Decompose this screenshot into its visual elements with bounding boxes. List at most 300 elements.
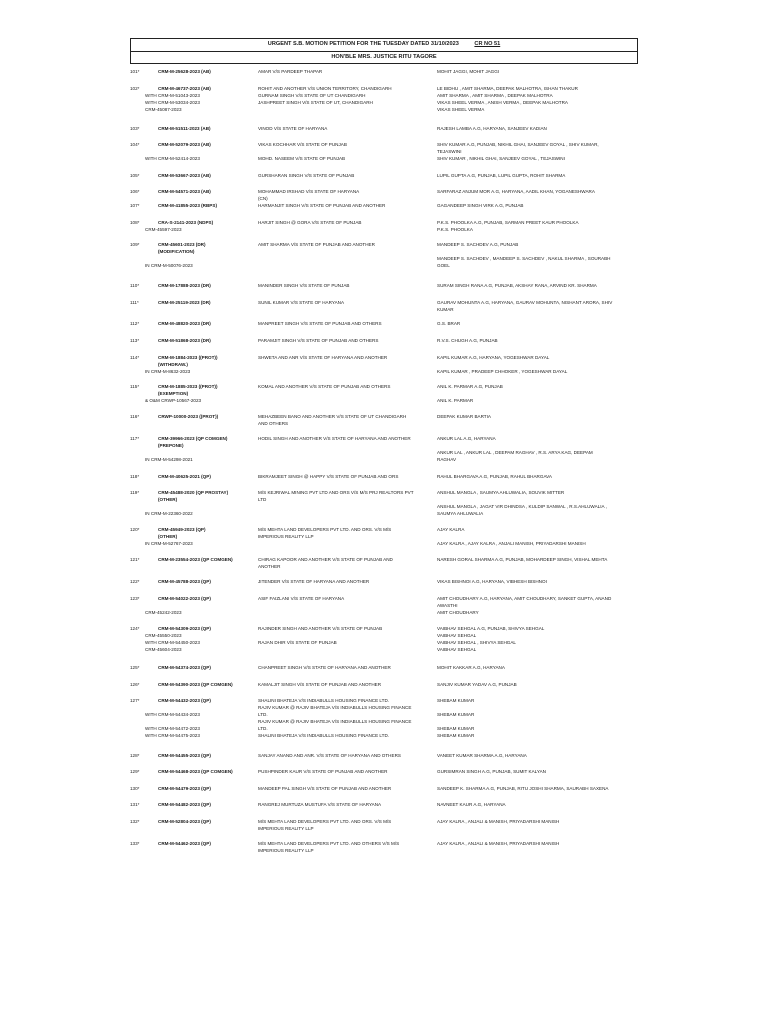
connected-case: IN CRM-M-50076-2023 [145, 263, 193, 268]
case-entry [0, 282, 768, 289]
advocates: AJAY KALRA , ANJALI & MANISH, PRIYADARSHI MANISH [437, 841, 560, 846]
case-line [0, 785, 768, 792]
party-names: IMPERIOUS REALITY LLP [258, 826, 314, 831]
case-number: CRM-M-23554-2023 (QP COMGEN) [158, 557, 233, 562]
case-line [0, 337, 768, 344]
advocates: SHIV KUMAR A.G, PUNJAB, NIKHIL GHAI, SANJEEV GOYAL , SHIV KUMAR, [437, 142, 599, 147]
party-names: M/S MEHTA LAND DEVELOPERS PVT LTD. AND ORS. V/S M/S [258, 527, 392, 532]
case-line [0, 195, 768, 202]
serial-number: 118* [130, 474, 140, 479]
case-number: CRM-45601-2023 (DR) [158, 242, 206, 247]
case-line [0, 241, 768, 248]
party-names: SANJAY ANAND AND ANR. V/S STATE OF HARYANA AND OTHERS [258, 753, 401, 758]
party-names: MOHD. NASEEM V/S STATE OF PUNJAB [258, 156, 346, 161]
connected-case: IN CRM-M-8632-2023 [145, 369, 191, 374]
serial-number: 123* [130, 596, 140, 601]
case-line [0, 456, 768, 463]
party-names: RAJIV KUMAR @ RAJIV BHATEJA V/S INDIABULLS HOUSING FINANCE [258, 705, 412, 710]
case-number: CRM-M-17888-2023 (DR) [158, 283, 211, 288]
case-line [0, 85, 768, 92]
serial-number: 127* [130, 698, 140, 703]
advocates: MOHIT KAKKAR A.G, HARYANA [437, 665, 505, 670]
party-names: (CN) [258, 196, 268, 201]
connected-case: CRM-45087-2023 [145, 107, 182, 112]
advocates: ANSHUL MANGLA , SAUMYA AHLUWALIA, SOUVIK MITTER [437, 490, 565, 495]
case-number: CRM-M-54482-2023 (QP) [158, 802, 211, 807]
case-entry [0, 768, 768, 775]
case-line [0, 361, 768, 368]
advocates: GOEL [437, 263, 450, 268]
case-line [0, 801, 768, 808]
serial-number: 103* [130, 126, 140, 131]
advocates: P.K.S. PHOOLKA [437, 227, 473, 232]
connected-case: CRM-45604-2023 [145, 647, 182, 652]
case-number: CRM-M-48820-2023 (DR) [158, 321, 211, 326]
advocates: GAURAV MOHUNTA A.G, HARYANA, GAURAV MOHUNTA, NISHANT ARORA, SHIV [437, 300, 613, 305]
case-entry [0, 141, 768, 162]
advocates: VAIBHAV SEHGAL [437, 633, 477, 638]
party-names: RAJIV KUMAR @ RAJIV BHATEJA V/S INDIABULLS HOUSING FINANCE [258, 719, 412, 724]
party-names: AMAR V/S PARDEEP THAPAR [258, 69, 323, 74]
case-number: CRM-39966-2023 (QP COMGEN) [158, 436, 228, 441]
case-line [0, 262, 768, 269]
advocates: VANEET KUMAR SHARMA A.G, HARYANA [437, 753, 527, 758]
case-entry [0, 681, 768, 688]
party-names: ROHIT AND ANOTHER V/S UNION TERRITORY, CHANDIGARH [258, 86, 392, 91]
serial-number: 130* [130, 786, 140, 791]
advocates: ANKUR LAL , ANKUR LAL , DEEPAM RAGHAV , R.S. ARYA KAG, DEEPAM [437, 450, 593, 455]
list-header-box [130, 38, 638, 64]
case-line [0, 639, 768, 646]
serial-number: 129* [130, 769, 140, 774]
serial-number: 119* [130, 490, 140, 495]
case-number: CRM-M-54462-2023 (QP) [158, 841, 211, 846]
case-number: CRM-M-52079-2023 (AB) [158, 142, 211, 147]
serial-number: 102* [130, 86, 140, 91]
advocates: LUPIL GUPTA A.G, PUNJAB, LUPIL GUPTA, ROHIT SHARMA [437, 173, 566, 178]
case-number: CRM-M-46737-2023 (AB) [158, 86, 211, 91]
case-line [0, 125, 768, 132]
case-line [0, 248, 768, 255]
advocates: RAGHAV [437, 457, 457, 462]
case-number: CRM-M-25628-2023 (AB) [158, 69, 211, 74]
advocates: VIKAS SHEEL VERMA , ANISH VERMA , DEEPAK MALHOTRA [437, 100, 568, 105]
advocates: AMIT SHARMA , AMIT SHARMA , DEEPAK MALHOTRA [437, 93, 553, 98]
connected-case: IN CRM-M-22360-2022 [145, 511, 193, 516]
advocates: G.S. BRAR [437, 321, 461, 326]
serial-number: 115* [130, 384, 140, 389]
case-line [0, 354, 768, 361]
list-title-line [131, 41, 637, 47]
case-line [0, 840, 768, 847]
case-line [0, 141, 768, 148]
case-line [0, 711, 768, 718]
advocates: SHEBAM KUMAR [437, 712, 475, 717]
serial-number: 114* [130, 355, 140, 360]
party-names: RAJAN DHIR V/S STATE OF PUNJAB [258, 640, 337, 645]
advocates: NAVNEET KAUR A.G, HARYANA [437, 802, 506, 807]
case-entry [0, 489, 768, 517]
case-line [0, 752, 768, 759]
case-entry [0, 219, 768, 233]
advocates: ANSHUL MANGLA , JAGAT VIR DHINDSA , KULDIP SANWAL , R.S.AHLUWALIA , [437, 504, 607, 509]
advocates: TEJASWINI [437, 149, 462, 154]
party-names: ANOTHER [258, 564, 281, 569]
list-title: URGENT S.B. MOTION PETITION FOR THE TUESDAY DATED 31/10/2023 [267, 41, 459, 47]
serial-number: 106* [130, 189, 140, 194]
case-number: CRWP-10000-2023 ((PROT)) [158, 414, 219, 419]
advocates: VAIBHAV SEHGAL , SHIVYA SEHGAL [437, 640, 516, 645]
case-line [0, 282, 768, 289]
advocates: SHEBAM KUMAR [437, 733, 475, 738]
case-line [0, 68, 768, 75]
case-entry [0, 68, 768, 75]
party-names: HARMANJIT SINGH V/S STATE OF PUNJAB AND ANOTHER [258, 203, 386, 208]
case-number: CRM-M-1885-2023 ((PROT)) [158, 384, 218, 389]
serial-number: 113* [130, 338, 140, 343]
party-names: VINOD V/S STATE OF HARYANA [258, 126, 328, 131]
case-entry [0, 625, 768, 653]
case-line [0, 383, 768, 390]
advocates: VAIBHAV SEHGAL [437, 647, 477, 652]
case-number: CRM-M-54468-2023 (QP COMGEN) [158, 769, 233, 774]
advocates: DEEPAK KUMAR BARTIA [437, 414, 491, 419]
party-names: RAJINDER SINGH AND ANOTHER V/S STATE OF PUNJAB [258, 626, 383, 631]
advocates: ANIL K. PARMAR A.G, PUNJAB [437, 384, 503, 389]
party-names: SHALINI BHATEJA V/S INDIABULLS HOUSING FINANCE LTD. [258, 733, 390, 738]
case-line [0, 847, 768, 854]
connected-case: WITH CRM-M-54475-2023 [145, 733, 200, 738]
case-line [0, 602, 768, 609]
serial-number: 116* [130, 414, 140, 419]
case-number: CRM-M-45788-2023 (QP) [158, 579, 211, 584]
case-line [0, 489, 768, 496]
serial-number: 110* [130, 283, 140, 288]
header-divider [131, 51, 637, 52]
case-category: (MODIFICATION) [158, 249, 195, 254]
court-number: CR NO 51 [474, 41, 501, 47]
case-line [0, 435, 768, 442]
advocates: AWASTHI [437, 603, 458, 608]
judge-name: HON'BLE MRS. JUSTICE RITU TAGORE [331, 54, 437, 60]
party-names: MANINDER SINGH V/S STATE OF PUNJAB [258, 283, 350, 288]
case-line [0, 368, 768, 375]
case-line [0, 681, 768, 688]
case-line [0, 148, 768, 155]
case-line [0, 725, 768, 732]
party-names: KOMAL AND ANOTHER V/S STATE OF PUNJAB AND OTHERS [258, 384, 391, 389]
connected-case: WITH CRM-M-51043-2023 [145, 93, 200, 98]
party-names: CHIRAG KAPOOR AND ANOTHER V/S STATE OF PUNJAB AND [258, 557, 393, 562]
serial-number: 105* [130, 173, 140, 178]
case-category: (PREPONE) [158, 443, 184, 448]
connected-case: CRM-45597-2023 [145, 227, 182, 232]
party-names: JITENDER V/S STATE OF HARYANA AND ANOTHER [258, 579, 370, 584]
serial-number: 124* [130, 626, 140, 631]
case-line [0, 255, 768, 262]
serial-number: 125* [130, 665, 140, 670]
advocates: R.V.S. CHUGH A.G, PUNJAB [437, 338, 498, 343]
advocates: KUMAR [437, 307, 454, 312]
connected-case: WITH CRM-M-52414-2023 [145, 156, 200, 161]
party-names: M/S KEJRIWAL MINING PVT LTD AND ORS V/S M/S PRJ REALTORS PVT [258, 490, 414, 495]
case-line [0, 718, 768, 725]
case-line [0, 697, 768, 704]
advocates: GAGANDEEP SINGH VIRK A.G, PUNJAB [437, 203, 524, 208]
connected-case: WITH CRM-M-54472-2023 [145, 726, 200, 731]
advocates: LE BIDHU , AMIT SHARMA, DEEPAK MALHOTRA, ISHAN THAKUR [437, 86, 578, 91]
advocates: SARFARAZ ANJUM MOR A.G, HARYANA, AADIL KHAN, YOGANESHWARA [437, 189, 595, 194]
advocates: RAHUL BHARGAVA A.G, PUNJAB, RAHUL BHARGAVA [437, 474, 552, 479]
case-number: CRM-M-54479-2023 (QP) [158, 786, 211, 791]
serial-number: 121* [130, 557, 140, 562]
party-names: GURNAM SINGH V/S STATE OF UT CHANDIGARH [258, 93, 366, 98]
case-line [0, 825, 768, 832]
case-entry [0, 556, 768, 570]
case-line [0, 625, 768, 632]
case-number: CRM-M-53667-2023 (AB) [158, 173, 211, 178]
party-names: HARJIT SINGH @ GORA V/S STATE OF PUNJAB [258, 220, 362, 225]
case-line [0, 473, 768, 480]
case-entry [0, 172, 768, 179]
party-names: HODIL SINGH AND ANOTHER V/S STATE OF HARYANA AND ANOTHER [258, 436, 411, 441]
case-number: CRM-M-40625-2021 (QP) [158, 474, 211, 479]
advocates: P.K.S. PHOOLKA A.G, PUNJAB, SARMAN PREET KAUR PHOOLKA [437, 220, 579, 225]
connected-case: & O&M CRWP-10567-2023 [145, 398, 202, 403]
case-line [0, 533, 768, 540]
case-number: CRM-M-54432-2023 (QP) [158, 698, 211, 703]
party-names: LTD [258, 497, 267, 502]
case-entry [0, 337, 768, 344]
case-category: (EXEMPTION) [158, 391, 189, 396]
case-line [0, 202, 768, 209]
case-number: CRM-M-52804-2023 (QP) [158, 819, 211, 824]
serial-number: 108* [130, 220, 140, 225]
party-names: MEHAZBEEN BANO AND ANOTHER V/S STATE OF UT CHANDIGARH [258, 414, 407, 419]
advocates: SHEBAM KUMAR [437, 698, 475, 703]
advocates: SANJIV KUMAR YADAV A.G, PUNJAB [437, 682, 517, 687]
serial-number: 131* [130, 802, 140, 807]
case-number: CRM-M-54022-2023 (QP) [158, 596, 211, 601]
party-names: PARAMJIT SINGH V/S STATE OF PUNJAB AND OTHERS [258, 338, 379, 343]
case-entry [0, 413, 768, 427]
serial-number: 117* [130, 436, 140, 441]
advocates: VAIBHAV SEHGAL A.G, PUNJAB, SHIVYA SEHGAL [437, 626, 545, 631]
party-names: CHANPREET SINGH V/S STATE OF HARYANA AND ANOTHER [258, 665, 391, 670]
serial-number: 120* [130, 527, 140, 532]
case-line [0, 92, 768, 99]
advocates: AJAY KALRA , ANJALI & MANISH, PRIYADARSHI MANISH [437, 819, 560, 824]
case-line [0, 768, 768, 775]
party-names: IMPERIOUS REALITY LLP [258, 848, 314, 853]
case-entry [0, 202, 768, 209]
advocates: AJAY KALRA [437, 527, 465, 532]
advocates: SAUMYA AHLUWALIA [437, 511, 484, 516]
party-names: M/S MEHTA LAND DEVELOPERS PVT LTD. AND ORS. V/S M/S [258, 819, 392, 824]
advocates: NARESH GORAL SHARMA A.G, PUNJAB, MOHARDEEP SINGH, VISHAL MEHTA [437, 557, 608, 562]
advocates: AJAY KALRA , AJAY KALRA , ANJALI MANISH, PRIYADARSHI MANISH [437, 541, 586, 546]
advocates: SANDEEP K. SHARMA A.G, PUNJAB, RITU JOSHI SHARMA, SAURABH SAXENA [437, 786, 609, 791]
case-line [0, 413, 768, 420]
party-names: MOHAMMAD IRSHAD V/S STATE OF HARYANA [258, 189, 360, 194]
case-line [0, 818, 768, 825]
serial-number: 107* [130, 203, 140, 208]
party-names: JASHPREET SINGH V/S STATE OF UT, CHANDIGARH [258, 100, 373, 105]
case-line [0, 595, 768, 602]
case-entry [0, 473, 768, 480]
party-names: PUSHPINDER KAUR V/S STATE OF PUNJAB AND ANOTHER [258, 769, 388, 774]
case-line [0, 442, 768, 449]
advocates: AMIT CHOUDHARY [437, 610, 479, 615]
case-line [0, 646, 768, 653]
connected-case: IN CRM-M-52767-2023 [145, 541, 193, 546]
advocates: RAJESH LAMBA A.G, HARYANA, SANJEEV KADIAN [437, 126, 547, 131]
case-category: (OTHER) [158, 497, 178, 502]
case-entry [0, 383, 768, 404]
case-entry [0, 241, 768, 269]
connected-case: CRM-45550-2023 [145, 633, 182, 638]
case-line [0, 306, 768, 313]
party-names: RANGREJ MURTUZA MUSTUFA V/S STATE OF HARYANA [258, 802, 382, 807]
serial-number: 104* [130, 142, 140, 147]
case-number: CRM-M-51868-2023 (DR) [158, 338, 211, 343]
case-line [0, 609, 768, 616]
advocates: KAPIL KUMAR , PRADEEP CHHOKER , YOGESHWAR DAYAL [437, 369, 568, 374]
party-names: IMPERIOUS REALITY LLP [258, 534, 314, 539]
case-line [0, 420, 768, 427]
case-number: CRM-45949-2023 (QP) [158, 527, 206, 532]
advocates: SURAM SINGH RANA A.G, PUNJAB, AKSHAY RANA, ARVIND KR. SHARMA [437, 283, 597, 288]
advocates: ANKUR LAL A.G, HARYANA [437, 436, 496, 441]
case-entry [0, 354, 768, 375]
case-category: (WITHDRAW.) [158, 362, 188, 367]
case-entry [0, 125, 768, 132]
party-names: LTD. [258, 712, 268, 717]
case-entry [0, 320, 768, 327]
party-names: MANPREET SINGH V/S STATE OF PUNJAB AND OTHERS [258, 321, 382, 326]
party-names: AMIT SHARMA V/S STATE OF PUNJAB AND ANOTHER [258, 242, 375, 247]
case-entry [0, 299, 768, 313]
case-number: CRM-45488-2020 (QP PROSTAY) [158, 490, 229, 495]
case-entry [0, 697, 768, 739]
serial-number: 112* [130, 321, 140, 326]
advocates: GURSIMRAN SINGH A.G, PUNJAB, SUMIT KALYAN [437, 769, 546, 774]
party-names: SUNIL KUMAR V/S STATE OF HARYANA [258, 300, 345, 305]
case-number: CRM-M-41855-2023 (RBPS) [158, 203, 217, 208]
case-line [0, 172, 768, 179]
case-line [0, 563, 768, 570]
connected-case: CRM-45242-2023 [145, 610, 182, 615]
serial-number: 133* [130, 841, 140, 846]
case-number: CRM-M-54374-2023 (QP) [158, 665, 211, 670]
case-line [0, 188, 768, 195]
case-line [0, 503, 768, 510]
case-entry [0, 664, 768, 671]
party-names: SHALINI BHATEJA V/S INDIABULLS HOUSING FINANCE LTD. [258, 698, 390, 703]
party-names: VIKAS KOCHHAR V/S STATE OF PUNJAB [258, 142, 347, 147]
case-line [0, 320, 768, 327]
advocates: MANDEEP S. SACHDEV A.G, PUNJAB [437, 242, 519, 247]
case-line [0, 510, 768, 517]
case-number: CRM-M-54455-2023 (QP) [158, 753, 211, 758]
serial-number: 111* [130, 300, 139, 305]
case-line [0, 226, 768, 233]
case-line [0, 449, 768, 456]
connected-case: WITH CRM-M-54434-2023 [145, 712, 200, 717]
case-line [0, 397, 768, 404]
case-line [0, 496, 768, 503]
serial-number: 109* [130, 242, 140, 247]
case-entry [0, 785, 768, 792]
case-entry [0, 188, 768, 202]
case-line [0, 526, 768, 533]
case-entry [0, 526, 768, 547]
case-entry [0, 818, 768, 832]
case-line [0, 632, 768, 639]
case-entry [0, 752, 768, 759]
case-number: CRM-M-54571-2023 (AB) [158, 189, 211, 194]
advocates: ANIL K. PARMAR [437, 398, 474, 403]
case-line [0, 390, 768, 397]
case-entry [0, 801, 768, 808]
case-line [0, 664, 768, 671]
serial-number: 122* [130, 579, 140, 584]
case-number: CRM-M-1884-2023 ((PROT)) [158, 355, 218, 360]
case-line [0, 578, 768, 585]
case-line [0, 540, 768, 547]
party-names: GURSHARAN SINGH V/S STATE OF PUNJAB [258, 173, 355, 178]
advocates: AMIT CHOUDHARY A.G, HARYANA, AMIT CHOUDHARY, SANKET GUPTA, ANAND [437, 596, 612, 601]
case-entry [0, 85, 768, 113]
advocates: MANDEEP S. SACHDEV , MANDEEP S. SACHDEV , NAKUL SHARMA , SOURABH [437, 256, 611, 261]
party-names: M/S MEHTA LAND DEVELOPERS PVT LTD. AND OTHERS V/S M/S [258, 841, 400, 846]
party-names: MANDEEP PAL SINGH V/S STATE OF PUNJAB AND ANOTHER [258, 786, 392, 791]
party-names: LTD. [258, 726, 268, 731]
advocates: KAPIL KUMAR A.G, HARYANA, YOGESHWAR DAYAL [437, 355, 550, 360]
serial-number: 132* [130, 819, 140, 824]
case-entry [0, 595, 768, 616]
case-entry [0, 435, 768, 463]
case-line [0, 219, 768, 226]
case-entry [0, 840, 768, 854]
party-names: KAMALJIT SINGH V/S STATE OF PUNJAB AND ANOTHER [258, 682, 382, 687]
case-line [0, 299, 768, 306]
party-names: SHWETA AND ANR V/S STATE OF HARYANA AND ANOTHER [258, 355, 388, 360]
connected-case: WITH CRM-M-54450-2023 [145, 640, 200, 645]
case-number: CRM-M-51511-2023 (AB) [158, 126, 211, 131]
advocates: SHEBAM KUMAR [437, 726, 475, 731]
case-number: CRM-M-54390-2023 (QP COMGEN) [158, 682, 233, 687]
case-number: CRA-S-2141-2023 (NDPS) [158, 220, 214, 225]
advocates: VIKAS SHEEL VERMA [437, 107, 485, 112]
party-names: ASIF FAIZLANI V/S STATE OF HARYANA [258, 596, 345, 601]
case-number: CRM-M-25119-2023 (DR) [158, 300, 211, 305]
case-line [0, 99, 768, 106]
connected-case: WITH CRM-M-53034-2023 [145, 100, 200, 105]
advocates: SHIV KUMAR , NIKHIL GHAI, SANJEEV GOYAL , TEJASWINI [437, 156, 565, 161]
serial-number: 126* [130, 682, 140, 687]
case-line [0, 106, 768, 113]
case-line [0, 732, 768, 739]
case-line [0, 556, 768, 563]
serial-number: 128* [130, 753, 140, 758]
advocates: VIKAS BISHNOI A.G, HARYANA, VIBHESH BISHNOI [437, 579, 547, 584]
connected-case: IN CRM-M-54298-2021 [145, 457, 193, 462]
case-number: CRM-M-54309-2023 (QP) [158, 626, 211, 631]
party-names: BIKRAMJEET SINGH @ HAPPY V/S STATE OF PUNJAB AND ORS [258, 474, 399, 479]
case-line [0, 155, 768, 162]
advocates: MOHIT JAGGI, MOHIT JAGGI [437, 69, 500, 74]
